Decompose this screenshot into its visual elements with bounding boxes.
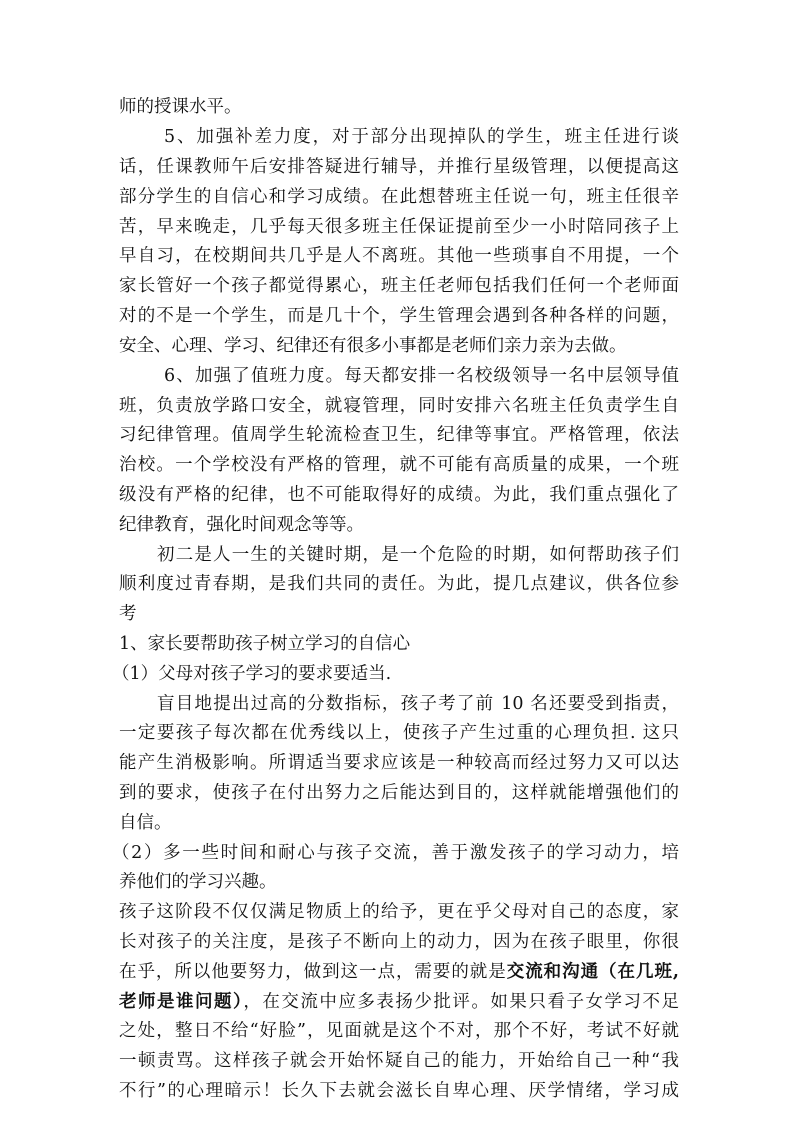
text-line — [119, 987, 679, 1017]
text-line: 初二是人一生的关键时期，是一个危险的时期，如何帮助孩子们 — [157, 545, 679, 565]
text-line: 到的要求，使孩子在付出努力之后能达到目的，这样就能增强他们的 — [119, 783, 679, 803]
section-heading: 1、家长要帮助孩子树立学习的自信心 — [119, 634, 411, 654]
text-line: 长对孩子的关注度，是孩子不断向上的动力，因为在孩子眼里，你很 — [119, 932, 679, 952]
text-line: 治校。一个学校没有严格的管理，就不可能有高质量的成果，一个班 — [119, 455, 679, 475]
text-line: 级没有严格的纪律，也不可能取得好的成绩。为此，我们重点强化了 — [119, 485, 679, 505]
bold-text-segment: 老师是谁问题） — [119, 992, 244, 1012]
text-line: 考 — [119, 604, 137, 624]
text-line: 之处，整日不给“好脸”，见面就是这个不对，那个不好，考试不好就 — [119, 1021, 679, 1041]
text-line: 顺利度过青春期，是我们共同的责任。为此，提几点建议，供各位参 — [119, 574, 679, 594]
bold-text-segment: 交流和沟通（在几班, — [506, 962, 679, 982]
text-line: 一定要孩子每次都在优秀线以上，使孩子产生过重的心理负担. 这只 — [119, 723, 679, 743]
text-line — [119, 957, 679, 987]
text-line: 养他们的学习兴趣。 — [119, 872, 277, 892]
text-line: 能产生消极影响。所谓适当要求应该是一种较高而经过努力又可以达 — [119, 753, 679, 773]
text-line: 安全、心理、学习、纪律还有很多小事都是老师们亲力亲为去做。 — [119, 336, 627, 356]
text-line: 一顿责骂。这样孩子就会开始怀疑自己的能力，开始给自己一种“我 — [119, 1051, 679, 1071]
text-line: 孩子这阶段不仅仅满足物质上的给予，更在乎父母对自己的态度，家 — [119, 902, 679, 922]
text-line: 班，负责放学路口安全，就寝管理，同时安排六名班主任负责学生自 — [119, 396, 679, 416]
text-line: 5、加强补差力度，对于部分出现掉队的学生，班主任进行谈 — [164, 127, 679, 147]
text-line: 苦，早来晚走，几乎每天很多班主任保证提前至少一小时陪同孩子上 — [119, 217, 679, 237]
text-line: 纪律教育，强化时间观念等等。 — [119, 515, 364, 535]
subsection-heading: （2）多一些时间和耐心与孩子交流，善于激发孩子的学习动力，培 — [112, 843, 679, 863]
text-line: 盲目地提出过高的分数指标，孩子考了前 10 名还要受到指责， — [157, 694, 679, 714]
text-line: 6、加强了值班力度。每天都安排一名校级领导一名中层领导值 — [164, 366, 679, 386]
text-line: 部分学生的自信心和学习成绩。在此想替班主任说一句，班主任很辛 — [119, 187, 679, 207]
text-line: 自信。 — [119, 813, 172, 833]
text-line: 家长管好一个孩子都觉得累心，班主任老师包括我们任何一个老师面 — [119, 276, 679, 296]
subsection-heading: （1）父母对孩子学习的要求要适当. — [112, 664, 392, 684]
text-segment: ，在交流中应多表扬少批评。如果只看子女学习不足 — [243, 992, 680, 1012]
text-segment: 在乎，所以他要努力，做到这一点，需要的就是 — [119, 962, 507, 982]
text-line: 早自习，在校期间共几乎是人不离班。其他一些琐事自不用提，一个 — [119, 246, 679, 266]
text-line: 话，任课教师午后安排答疑进行辅导，并推行星级管理，以便提高这 — [119, 157, 679, 177]
text-line: 师的授课水平。 — [119, 97, 242, 117]
text-line: 习纪律管理。值周学生轮流检查卫生，纪律等事宜。严格管理，依法 — [119, 425, 679, 445]
text-line: 对的不是一个学生，而是几十个，学生管理会遇到各种各样的问题， — [119, 306, 679, 326]
text-line: 不行”的心理暗示！长久下去就会滋长自卑心理、厌学情绪，学习成 — [119, 1081, 679, 1101]
